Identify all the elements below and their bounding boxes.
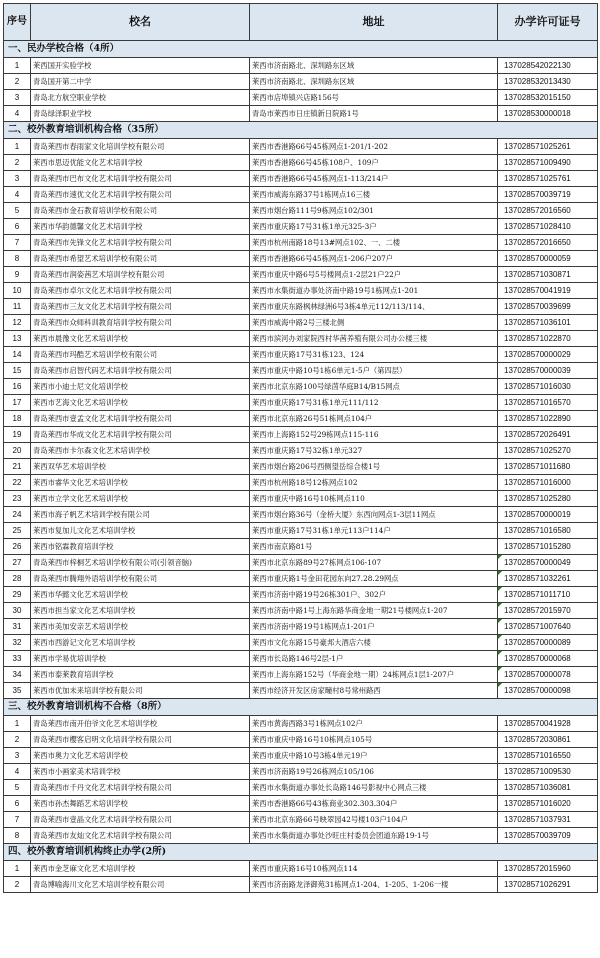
row-number: 11 xyxy=(4,299,31,315)
school-address: 莱西市黄海西路3号1栋网点102户 xyxy=(250,716,498,732)
header-no: 序号 xyxy=(4,4,31,41)
row-number: 22 xyxy=(4,475,31,491)
school-name: 莱西市睿华文化艺术培训学校 xyxy=(31,475,250,491)
license-number: 137028570039709 xyxy=(498,828,598,844)
row-number: 26 xyxy=(4,539,31,555)
row-number: 20 xyxy=(4,443,31,459)
school-name: 莱西市思迈优能文化艺术培训学校 xyxy=(31,155,250,171)
school-name: 青岛莱西市壹晶文化艺术培训学校有限公司 xyxy=(31,812,250,828)
license-number: 137028571026291 xyxy=(498,877,598,893)
row-number: 17 xyxy=(4,395,31,411)
license-number: 137028570000059 xyxy=(498,251,598,267)
school-name: 青岛莱西市三友文化艺术培训学校有限公司 xyxy=(31,299,250,315)
table-row xyxy=(4,363,598,379)
school-address: 莱西市重庆路17号31栋1单元113户114户 xyxy=(250,523,498,539)
school-name: 莱西市小迪士尼文化培训学校 xyxy=(31,379,250,395)
school-name: 青岛莱西市春雨家文化培训学校有限公司 xyxy=(31,139,250,155)
school-address: 莱西市店埠镇兴店路156号 xyxy=(250,90,498,106)
school-address: 莱西市威海中路2号三楼北侧 xyxy=(250,315,498,331)
table-row xyxy=(4,571,598,587)
license-number: 137028571037931 xyxy=(498,812,598,828)
row-number: 4 xyxy=(4,106,31,122)
row-number: 29 xyxy=(4,587,31,603)
school-address: 莱西市上海东路152号（华商金地一期）24栋网点1层1-207户 xyxy=(250,667,498,683)
school-name: 青岛莱西市卓尔文化艺术培训学校有限公司 xyxy=(31,283,250,299)
school-name: 青岛国开第二中学 xyxy=(31,74,250,90)
table-row xyxy=(4,443,598,459)
license-number: 137028571032261 xyxy=(498,571,598,587)
school-name: 青岛莱西市众师科训教育培训学校有限公司 xyxy=(31,315,250,331)
table-row xyxy=(4,635,598,651)
license-number: 137028571016030 xyxy=(498,379,598,395)
row-number: 25 xyxy=(4,523,31,539)
school-address: 莱西市重庆路17号31栋1单元111/112 xyxy=(250,395,498,411)
school-address: 莱西市南京路81号 xyxy=(250,539,498,555)
table-row xyxy=(4,764,598,780)
row-number: 24 xyxy=(4,507,31,523)
table-row xyxy=(4,555,598,571)
table-row xyxy=(4,427,598,443)
license-number: 137028570000019 xyxy=(498,507,598,523)
row-number: 7 xyxy=(4,812,31,828)
school-name: 青岛莱西市梓桐艺术培训学校有限公司(引领音脑) xyxy=(31,555,250,571)
table-row xyxy=(4,347,598,363)
license-number: 137028571009530 xyxy=(498,764,598,780)
license-number: 137028571007640 xyxy=(498,619,598,635)
table-row xyxy=(4,219,598,235)
school-name: 青岛莱西市樱客启明文化培训学校有限公司 xyxy=(31,732,250,748)
header-license: 办学许可证号 xyxy=(498,4,598,41)
school-name: 青岛莱西市腾翔外语培训学校有限公司 xyxy=(31,571,250,587)
school-name: 莱西国开实验学校 xyxy=(31,58,250,74)
row-number: 33 xyxy=(4,651,31,667)
school-address: 莱西市北京东路100号绿茵华庭B14/B15网点 xyxy=(250,379,498,395)
table-row xyxy=(4,523,598,539)
school-address: 莱西市文化东路15号豪邦大酒店六楼 xyxy=(250,635,498,651)
table-row xyxy=(4,459,598,475)
row-number: 13 xyxy=(4,331,31,347)
license-number: 137028571016550 xyxy=(498,748,598,764)
school-address: 莱西市水集街道办事处沙旺庄村委员会团道东路19-1号 xyxy=(250,828,498,844)
school-name: 青岛莱西市金石教育培训学校有限公司 xyxy=(31,203,250,219)
table-row xyxy=(4,828,598,844)
license-number: 137028571016000 xyxy=(498,475,598,491)
school-name: 青岛莱西市润姿茜艺术培训学校有限公司 xyxy=(31,267,250,283)
table-row xyxy=(4,603,598,619)
school-address: 莱西市重庆东路枫林绿洲6号3栋4单元112/113/114、 xyxy=(250,299,498,315)
school-name: 莱西市孙杰舞蹈艺术培训学校 xyxy=(31,796,250,812)
row-number: 10 xyxy=(4,283,31,299)
license-number: 137028532015150 xyxy=(498,90,598,106)
table-row xyxy=(4,812,598,828)
license-number: 137028571016580 xyxy=(498,523,598,539)
table-row xyxy=(4,683,598,699)
school-name: 莱西市金芝麻文化艺术培训学校 xyxy=(31,861,250,877)
table-row xyxy=(4,251,598,267)
row-number: 8 xyxy=(4,828,31,844)
table-row xyxy=(4,171,598,187)
license-number: 137028570000098 xyxy=(498,683,598,699)
row-number: 6 xyxy=(4,796,31,812)
table-row xyxy=(4,106,598,122)
school-address: 莱西市济南路北、深圳路东区域 xyxy=(250,58,498,74)
school-name: 青岛莱西市卡尔森文化艺术培训学校 xyxy=(31,443,250,459)
license-number: 137028572016650 xyxy=(498,235,598,251)
table-row xyxy=(4,539,598,555)
school-address: 莱西市香港路66号45栋网点1-206户207户 xyxy=(250,251,498,267)
row-number: 15 xyxy=(4,363,31,379)
row-number: 28 xyxy=(4,571,31,587)
table-row xyxy=(4,475,598,491)
school-address: 莱西市经济开发区房家疃村8号常州路西 xyxy=(250,683,498,699)
school-address: 莱西市重庆路17号31栋123、124 xyxy=(250,347,498,363)
section-header xyxy=(4,844,598,861)
school-address: 莱西市济南中路19号1栋网点1-201户 xyxy=(250,619,498,635)
row-number: 2 xyxy=(4,877,31,893)
school-name: 莱西市华韵德馨文化艺术培训学校 xyxy=(31,219,250,235)
school-name: 青岛莱西市速优文化艺术培训学校有限公司 xyxy=(31,187,250,203)
school-name: 莱西市小画家美术培训学校 xyxy=(31,764,250,780)
school-address: 莱西市水集街道办事处济南中路19号1栋网点1-201 xyxy=(250,283,498,299)
row-number: 1 xyxy=(4,139,31,155)
school-name: 青岛绿泽职业学校 xyxy=(31,106,250,122)
row-number: 4 xyxy=(4,187,31,203)
license-number: 137028571022870 xyxy=(498,331,598,347)
school-name: 青岛莱西市巴布文化艺术培训学校有限公司 xyxy=(31,171,250,187)
header-row xyxy=(4,4,598,41)
school-address: 莱西市济南路19号26栋网点105/106 xyxy=(250,764,498,780)
school-name: 青岛莱西市千丹文化艺术培训学校有限公司 xyxy=(31,780,250,796)
row-number: 31 xyxy=(4,619,31,635)
license-number: 137028571022890 xyxy=(498,411,598,427)
table-row xyxy=(4,716,598,732)
license-number: 137028571009490 xyxy=(498,155,598,171)
table-row xyxy=(4,299,598,315)
school-address: 莱西市杭州南路18号13#网点102、一、二楼 xyxy=(250,235,498,251)
school-address: 莱西市重庆中路16号10栋网点110 xyxy=(250,491,498,507)
school-address: 莱西市重庆中路16号10栋网点105号 xyxy=(250,732,498,748)
license-number: 137028571028410 xyxy=(498,219,598,235)
school-address: 莱西市北京东路66号映翠园42号楼103户104户 xyxy=(250,812,498,828)
license-number: 137028571036081 xyxy=(498,780,598,796)
school-name: 莱西市美加安亲艺术培训学校 xyxy=(31,619,250,635)
row-number: 1 xyxy=(4,861,31,877)
school-name: 青岛莱西市启智代码艺术培训学校有限公司 xyxy=(31,363,250,379)
school-name: 青岛博喻海川文化艺术培训学校有限公司 xyxy=(31,877,250,893)
school-name: 青岛莱西市先锋文化艺术培训学校有限公司 xyxy=(31,235,250,251)
table-row xyxy=(4,267,598,283)
license-number: 137028570000029 xyxy=(498,347,598,363)
license-number: 137028542022130 xyxy=(498,58,598,74)
school-address: 莱西市杭州路18号12栋网点102 xyxy=(250,475,498,491)
license-number: 137028570039719 xyxy=(498,187,598,203)
school-name: 青岛莱西市华成文化艺术培训学校有限公司 xyxy=(31,427,250,443)
row-number: 5 xyxy=(4,203,31,219)
table-row xyxy=(4,155,598,171)
header-name: 校名 xyxy=(31,4,250,41)
section-title: 一、民办学校合格（4所） xyxy=(4,41,598,58)
license-number: 137028571036101 xyxy=(498,315,598,331)
row-number: 4 xyxy=(4,764,31,780)
table-row xyxy=(4,411,598,427)
license-number: 137028572030861 xyxy=(498,732,598,748)
school-address: 莱西市重庆中路10号1栋6单元1-5户（第四层） xyxy=(250,363,498,379)
license-number: 137028572016560 xyxy=(498,203,598,219)
license-number: 137028571011680 xyxy=(498,459,598,475)
table-row xyxy=(4,331,598,347)
school-name: 莱西市复加儿文化艺术培训学校 xyxy=(31,523,250,539)
license-number: 137028570000089 xyxy=(498,635,598,651)
school-address: 莱西市水集街道办事处长岛路146号影视中心网点三楼 xyxy=(250,780,498,796)
license-number: 137028570000049 xyxy=(498,555,598,571)
table-row xyxy=(4,667,598,683)
school-address: 莱西市烟台路111号9栋网点102/301 xyxy=(250,203,498,219)
school-name: 莱西市立学文化艺术培训学校 xyxy=(31,491,250,507)
school-address: 莱西市重庆路17号32栋1单元327 xyxy=(250,443,498,459)
row-number: 32 xyxy=(4,635,31,651)
table-row xyxy=(4,619,598,635)
row-number: 3 xyxy=(4,171,31,187)
table-row xyxy=(4,203,598,219)
row-number: 2 xyxy=(4,155,31,171)
school-name: 莱西市担当家文化艺术培训学校 xyxy=(31,603,250,619)
license-number: 137028570041928 xyxy=(498,716,598,732)
license-number: 137028571011710 xyxy=(498,587,598,603)
license-number: 137028571016570 xyxy=(498,395,598,411)
row-number: 1 xyxy=(4,716,31,732)
license-number: 137028572015970 xyxy=(498,603,598,619)
license-number: 137028570039699 xyxy=(498,299,598,315)
row-number: 27 xyxy=(4,555,31,571)
school-address: 莱西市香港路66号45栋网点1-113/214户 xyxy=(250,171,498,187)
license-number: 137028572026491 xyxy=(498,427,598,443)
table-row xyxy=(4,877,598,893)
table-row xyxy=(4,315,598,331)
table-row xyxy=(4,235,598,251)
header-address: 地址 xyxy=(250,4,498,41)
school-name: 莱西市泰莱教育培训学校 xyxy=(31,667,250,683)
school-name: 莱西市优加未来培训学校有限公司 xyxy=(31,683,250,699)
school-address: 莱西市济南中路1号上海东路华商金地一期21号楼网点1-207 xyxy=(250,603,498,619)
license-number: 137028570000078 xyxy=(498,667,598,683)
school-address: 莱西市香港路66号43栋商业302.303.304户 xyxy=(250,796,498,812)
table-row xyxy=(4,379,598,395)
table-row xyxy=(4,74,598,90)
table-row xyxy=(4,748,598,764)
license-number: 137028571030871 xyxy=(498,267,598,283)
table-row xyxy=(4,780,598,796)
table-row xyxy=(4,58,598,74)
school-address: 莱西市济南路北、深圳路东区域 xyxy=(250,74,498,90)
section-header xyxy=(4,41,598,58)
school-address: 莱西市北京东路26号51栋网点104户 xyxy=(250,411,498,427)
school-name: 莱西市海子帆艺术培训学校有限公司 xyxy=(31,507,250,523)
row-number: 23 xyxy=(4,491,31,507)
school-list-table xyxy=(3,3,598,893)
school-address: 莱西市烟台路206号西侧望岳综合楼1号 xyxy=(250,459,498,475)
table-row xyxy=(4,491,598,507)
row-number: 16 xyxy=(4,379,31,395)
school-name: 莱西市艺海文化艺术培训学校 xyxy=(31,395,250,411)
table-row xyxy=(4,587,598,603)
section-title: 二、校外教育培训机构合格（35所） xyxy=(4,122,598,139)
row-number: 14 xyxy=(4,347,31,363)
row-number: 30 xyxy=(4,603,31,619)
table-body xyxy=(4,41,598,893)
school-address: 莱西市重庆路17号31栋1单元325-3户 xyxy=(250,219,498,235)
row-number: 34 xyxy=(4,667,31,683)
school-name: 莱西市学易优培训学校 xyxy=(31,651,250,667)
school-address: 莱西市长岛路146号2层-1户 xyxy=(250,651,498,667)
license-number: 137028571015280 xyxy=(498,539,598,555)
row-number: 19 xyxy=(4,427,31,443)
row-number: 12 xyxy=(4,315,31,331)
license-number: 137028572015960 xyxy=(498,861,598,877)
license-number: 137028570041919 xyxy=(498,283,598,299)
table-row xyxy=(4,651,598,667)
table-row xyxy=(4,187,598,203)
school-address: 莱西市香港路66号45栋108户、109户 xyxy=(250,155,498,171)
section-header xyxy=(4,699,598,716)
table-row xyxy=(4,507,598,523)
table-row xyxy=(4,395,598,411)
school-address: 莱西市北京东路89号27栋网点106-107 xyxy=(250,555,498,571)
school-address: 青岛市莱西市日庄镇新日院路1号 xyxy=(250,106,498,122)
table-row xyxy=(4,796,598,812)
school-address: 莱西市重庆路1号金田花园东向27.28.29网点 xyxy=(250,571,498,587)
section-title: 三、校外教育培训机构不合格（8所） xyxy=(4,699,598,716)
school-name: 青岛莱西市壹孟文化艺术培训学校有限公司 xyxy=(31,411,250,427)
school-address: 莱西市重庆路16号10栋网点114 xyxy=(250,861,498,877)
school-address: 莱西市济南中路19号26栋301户、302户 xyxy=(250,587,498,603)
row-number: 35 xyxy=(4,683,31,699)
school-address: 莱西市上海路152号29栋网点115-116 xyxy=(250,427,498,443)
school-name: 青岛莱西市希望艺术培训学校有限公司 xyxy=(31,251,250,267)
section-header xyxy=(4,122,598,139)
row-number: 3 xyxy=(4,748,31,764)
school-address: 莱西市滨河办刘家院西村华茜养殖有限公司办公楼三楼 xyxy=(250,331,498,347)
license-number: 137028571016020 xyxy=(498,796,598,812)
table-row xyxy=(4,861,598,877)
row-number: 7 xyxy=(4,235,31,251)
table-row xyxy=(4,283,598,299)
table-row xyxy=(4,139,598,155)
row-number: 6 xyxy=(4,219,31,235)
license-number: 137028570000039 xyxy=(498,363,598,379)
school-name: 莱西市西游记文化艺术培训学校 xyxy=(31,635,250,651)
license-number: 137028571025280 xyxy=(498,491,598,507)
school-name: 青岛北方航空职业学校 xyxy=(31,90,250,106)
license-number: 137028571025270 xyxy=(498,443,598,459)
license-number: 137028570000068 xyxy=(498,651,598,667)
school-address: 莱西市威海东路37号1栋网点16三楼 xyxy=(250,187,498,203)
school-name: 莱西双华艺术培训学校 xyxy=(31,459,250,475)
row-number: 8 xyxy=(4,251,31,267)
school-name: 莱西市晨豫文化艺术培训学校 xyxy=(31,331,250,347)
school-address: 莱西市济南路龙泽御苑31栋网点1-204、1-205、1-206一楼 xyxy=(250,877,498,893)
school-name: 青岛莱西市南开伯爷文化艺术培训学校 xyxy=(31,716,250,732)
school-address: 莱西市重庆中路10号3栋4单元19户 xyxy=(250,748,498,764)
license-number: 137028571025261 xyxy=(498,139,598,155)
school-name: 莱西市奥力文化艺术培训学校 xyxy=(31,748,250,764)
school-address: 莱西市香港路66号45栋网点1-201/1-202 xyxy=(250,139,498,155)
license-number: 137028530000018 xyxy=(498,106,598,122)
row-number: 5 xyxy=(4,780,31,796)
table-row xyxy=(4,732,598,748)
school-name: 青岛莱西市友灿文化艺术培训学校有限公司 xyxy=(31,828,250,844)
row-number: 1 xyxy=(4,58,31,74)
school-address: 莱西市烟台路36号（金桥大厦）东西向网点1-3层11网点 xyxy=(250,507,498,523)
row-number: 3 xyxy=(4,90,31,106)
school-name: 青岛莱西市玛酷艺术培训学校有限公司 xyxy=(31,347,250,363)
row-number: 2 xyxy=(4,74,31,90)
row-number: 21 xyxy=(4,459,31,475)
section-title: 四、校外教育培训机构终止办学(2所) xyxy=(4,844,598,861)
school-address: 莱西市重庆中路6号5号楼网点1-2层21户22户 xyxy=(250,267,498,283)
table-row xyxy=(4,90,598,106)
license-number: 137028571025761 xyxy=(498,171,598,187)
school-name: 莱西市铭霖教育培训学校 xyxy=(31,539,250,555)
row-number: 2 xyxy=(4,732,31,748)
license-number: 137028532013430 xyxy=(498,74,598,90)
row-number: 9 xyxy=(4,267,31,283)
row-number: 18 xyxy=(4,411,31,427)
school-name: 莱西市华懿文化艺术培训学校 xyxy=(31,587,250,603)
